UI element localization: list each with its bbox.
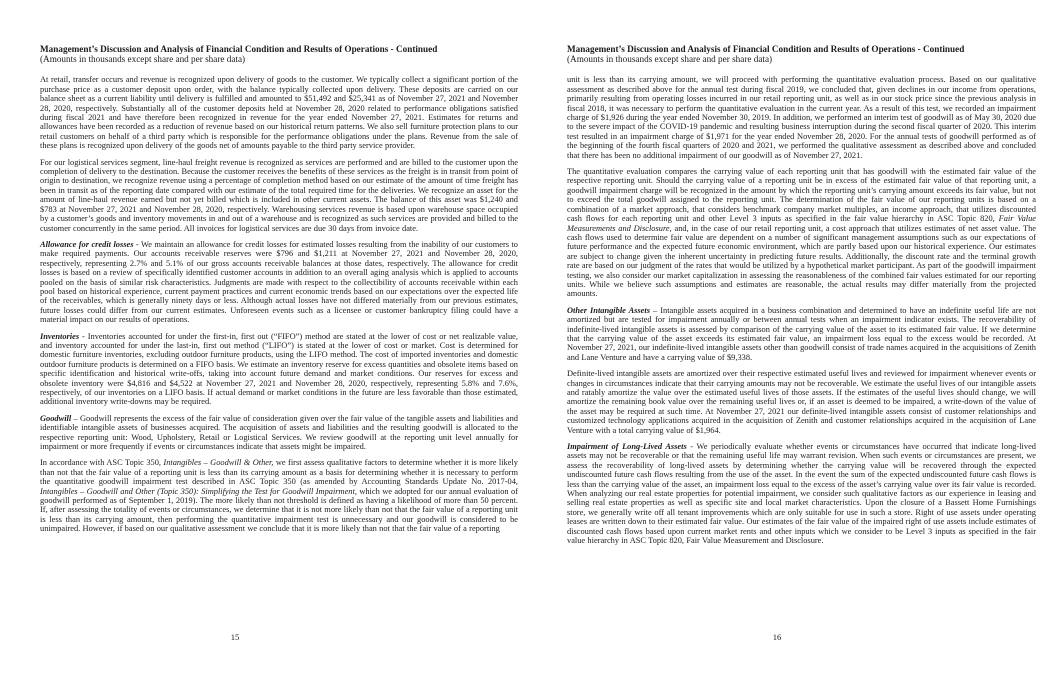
- text-run: Intangibles – Goodwill and Other (Topic 350): Simplifying the Test for Goodwill Impairment,: [40, 486, 357, 496]
- paragraph: [40, 458, 518, 533]
- paragraph: [567, 75, 1036, 160]
- paragraph: [40, 332, 518, 407]
- page-16: [567, 0, 1036, 553]
- page-title: Management’s Discussion and Analysis of Financial Condition and Results of Operations - Continued: [40, 44, 438, 54]
- text-run: Other Intangible Assets: [567, 305, 650, 315]
- text-run: - Inventories accounted for under the first-in, first out (“FIFO”) method are stated at the lower of cost or net realizable value, and inventory accounted for under the last-in, first out method (“LIFO”) is stated at the lower of cost or market. Cost is determined for domestic furniture inventories, excluding outdoor furniture products, using the LIFO method. The cost of imported inventories and domestic outdoor furniture products is determined on a FIFO basis. We estimate an inventory reserve for excess quantities and obsolete items based on specific identification and historical write-offs, taking into account future demand and market conditions. Our reserves for excess and obsolete inventory were $4,816 and $4,522 at November 27, 2021 and November 28, 2020, respectively, representing 5.8% and 7.6%, respectively, of our inventories on a LIFO basis. If actual demand or market conditions in the future are less favorable than those estimated, additional inventory write-downs may be required.: [40, 331, 518, 407]
- paragraph: [567, 167, 1036, 299]
- paragraph: [567, 442, 1036, 545]
- page-subtitle: (Amounts in thousands except share and per share data): [567, 54, 773, 65]
- text-run: – Intangible assets acquired in a business combination and determined to have an indefinite useful life are not amortized but are tested for impairment annually or between annual tests when an impairment indicator exists. The recoverability of indefinite-lived intangible assets is assessed by comparison of the carrying value of the asset to its estimated fair value. If we determine that the carrying value of the asset exceeds its estimated fair value, an impairment loss equal to the excess would be recorded. At November 27, 2021, our indefinite-lived intangible assets other than goodwill consist of trade names acquired in the acquisitions of Zenith and Lane Venture and have a carrying value of $9,338.: [567, 305, 1036, 362]
- text-run: we first assess qualitative factors to determine whether it is more likely than not that the fair value of a reporting unit is less than its carrying amount as a basis for determining whether it is necessary to perform the quantitative goodwill impairment test described in ASC Topic 350 (as amended by Accounting Standards Update No. 2017-04,: [40, 458, 518, 487]
- text-run: The quantitative evaluation compares the carrying value of each reporting unit that has goodwill with the estimated fair value of the respective reporting unit. Should the carrying value of a reporting unit be in excess of the estimated fair value of that reporting unit, a goodwill impairment charge will be recognized in the amount by which the reporting unit’s carrying amount exceeds its fair value, but not to exceed the total goodwill assigned to the reporting unit. The determination of the fair value of our reporting units is based on a combination of a market approach, that considers benchmark company market multiples, an income approach, that utilizes discounted cash flows for each reporting unit and other Level 3 inputs as specified in the fair value hierarchy in ASC Topic 820,: [567, 167, 1036, 224]
- text-run: Fair Value Measurements and Disclosure: [567, 214, 1036, 233]
- text-run: For our logistical services segment, line-haul freight revenue is recognized as services are performed and are billed to the customer upon the completion of delivery to the destination. Because the customer receives the benefits of these services as the freight is in transit from point of origin to destination, we recognize revenue using a percentage of completion method based on our estimate of the amount of time freight has been in transit as of the reporting date compared with our estimate of the total required time for the deliveries. We recognize an asset for the amount of line-haul revenue earned but not yet billed which is included in other current assets. The balance of this asset was $1,240 and $783 at November 27, 2021 and November 28, 2020, respectively. Warehousing services revenue is based upon warehouse space occupied by a customer’s goods and inventory movements in and out of a warehouse and is recognized as such services are provided and billed to the customer concurrently in the same period. All invoices for logistical services are due 30 days from invoice date.: [40, 157, 518, 233]
- text-run: Allowance for credit losses: [40, 239, 134, 249]
- text-run: In accordance with ASC Topic 350,: [40, 458, 164, 468]
- page-15: [40, 0, 518, 541]
- text-run: Definite-lived intangible assets are amortized over their respective estimated useful lives and reviewed for impairment whenever events or changes in circumstances indicate that their carrying amounts may not be recoverable. We estimate the useful lives of our intangible assets and ratably amortize the value over the estimated useful lives of those assets. If the estimates of the useful lives should change, we will amortize the remaining book value over the remaining useful lives or, if an asset is deemed to be impaired, a write-down of the value of the asset may be required at such time. At November 27, 2021 our definite-lived intangible assets consist of customer relationships and customized technology applications acquired in the acquisition of Zenith and customer relationships acquired in the acquisition of Lane Venture with a total carrying value of $1,964.: [567, 369, 1036, 435]
- page-number: 16: [772, 632, 782, 642]
- text-run: which we adopted for our annual evaluation of goodwill performed as of September 1, 2019). The more likely than not threshold is defined as having a likelihood of more than 50 percent. If, after assessing the totality of events or circumstances, we determine that it is not more likely than not that the fair value of a reporting unit is less than its carrying amount, then performing the quantitative impairment test is unnecessary and our goodwill is considered to be unimpaired. However, if based on our qualitative assessment we conclude that it is more likely than not that the fair value of a reporting: [40, 486, 518, 534]
- text-run: – Goodwill represents the excess of the fair value of consideration given over the fair value of the tangible assets and liabilities and identifiable intangible assets of businesses acquired. The acquisition of assets and liabilities and the resulting goodwill is allocated to the respective reporting unit: Wood, Upholstery, Retail or Logistical Services. We review goodwill at the reporting unit level annually for impairment or more frequently if events or circumstances indicate that assets might be impaired.: [40, 413, 518, 452]
- page-subtitle: (Amounts in thousands except share and per share data): [40, 54, 246, 65]
- text-run: Impairment of Long-Lived Assets: [567, 442, 687, 452]
- paragraph: [40, 240, 518, 325]
- paragraph: [40, 75, 518, 150]
- text-run: Goodwill: [40, 413, 72, 423]
- paragraph: [567, 369, 1036, 435]
- paragraph: [40, 158, 518, 233]
- page-header: [40, 44, 518, 64]
- text-run: unit is less than its carrying amount, we will proceed with performing the quantitative evaluation process. Based on our qualitative assessment as described above for the annual test during fiscal 2019, we concluded that, given declines in our income from operations, primarily resulting from operating losses incurred in our retail reporting unit, as well as in our stock price since the previous analysis in fiscal 2018, it was necessary to perform the quantitative evaluation in the current year. As a result of this test, we recorded an impairment charge of $1,926 during the year ended November 30, 2019. In addition, we performed an interim test of goodwill as of May 30, 2020 due to the severe impact of the COVID-19 pandemic and resulting business interruption during the second fiscal quarter of 2020. This interim test resulted in an impairment charge of $1,971 for the year ended November 28, 2020. For the annual tests of goodwill performed as of the beginning of the fourth fiscal quarters of 2020 and 2021, we performed the qualitative assessment as described above and concluded that there has been no additional impairment of our goodwill as of November 27, 2021.: [567, 75, 1036, 160]
- page-body: [567, 75, 1036, 545]
- paragraph: [567, 306, 1036, 362]
- paragraph: [40, 414, 518, 452]
- text-run: - We periodically evaluate whether events or circumstances have occurred that indicate long-lived assets may not be recoverable or that the remaining useful life may warrant revision. When such events or circumstances are present, we assess the recoverability of long-lived assets by determining whether the carrying value will be recovered through the expected undiscounted future cash flows resulting from the use of the asset. In the event the sum of the expected undiscounted future cash flows is less than the carrying value of the asset, an impairment loss equal to the excess of the asset’s carrying value over its fair value is recorded. When analyzing our real estate properties for potential impairment, we consider such qualitative factors as our experience in leasing and selling real estate properties as well as specific site and local market characteristics. Upon the closure of a Bassett Home Furnishings store, we generally write off all tenant improvements which are only suitable for use in such a store. Right of use assets under operating leases are written down to their estimated fair value. Our estimates of the fair value of the impaired right of use assets include estimates of discounted cash flows based upon current market rents and other inputs which we consider to be Level 3 inputs as specified in the fair value hierarchy in ASC Topic 820, Fair Value Measurement and Disclosure.: [567, 442, 1036, 546]
- page-body: [40, 75, 518, 533]
- text-run: At retail, transfer occurs and revenue is recognized upon delivery of goods to the customer. We typically collect a significant portion of the purchase price as a customer deposit upon order, with the balance typically collected upon delivery. These deposits are carried on our balance sheet as a current liability until delivery is fulfilled and amounted to $51,492 and $25,341 as of November 27, 2021 and November 28, 2020, respectively. Substantially all of the customer deposits held at November 28, 2020 related to performance obligations satisfied during fiscal 2021 and have therefore been recognized in revenue for the year ended November 27, 2021. Estimates for returns and allowances have been recorded as a reduction of revenue based on our historical return patterns. We also sell furniture protection plans to our retail customers on behalf of a third party which is responsible for the performance obligations under the plans. Revenue from the sale of these plans is recognized upon delivery of the goods net of amounts payable to the third party service provider.: [40, 75, 518, 151]
- page-title: Management’s Discussion and Analysis of Financial Condition and Results of Operations - Continued: [567, 44, 965, 54]
- page-header: [567, 44, 1036, 64]
- text-run: , and, in the case of our retail reporting unit, a cost approach that utilizes estimates of net asset value. The cash flows used to determine fair value are dependent on a number of significant management assumptions such as our expectations of future performance and the expected future economic environment, which are partly based upon our historical experience. Our estimates are subject to change given the inherent uncertainty in predicting future results. Additionally, the discount rate and the terminal growth rate are based on our judgment of the rates that would be utilized by a hypothetical market participant. As part of the goodwill impairment testing, we also consider our market capitalization in assessing the reasonableness of the combined fair values estimated for our reporting units. While we believe such assumptions and estimates are reasonable, the actual results may differ materially from the projected amounts.: [567, 223, 1037, 299]
- text-run: Inventories: [40, 331, 80, 341]
- text-run: Intangibles – Goodwill & Other,: [163, 458, 274, 468]
- text-run: - We maintain an allowance for credit losses for estimated losses resulting from the inability of our customers to make required payments. Our accounts receivable reserves were $796 and $1,211 at November 27, 2021 and November 28, 2020, respectively, representing 2.7% and 5.1% of our gross accounts receivable balances at those dates, respectively. The allowance for credit losses is based on a review of specifically identified customer accounts in addition to an overall aging analysis which is applied to accounts pooled on the basis of similar risk characteristics. Judgments are made with respect to the collectibility of accounts receivable within each pool based on historical experience, current payment practices and current economic trends based on our expectations over the expected life of the receivables, which is generally ninety days or less. Although actual losses have not differed materially from our previous estimates, future losses could differ from our current estimates. Unforeseen events such as a licensee or customer bankruptcy filing could have a material impact on our results of operations.: [40, 239, 518, 325]
- page-number: 15: [230, 632, 240, 642]
